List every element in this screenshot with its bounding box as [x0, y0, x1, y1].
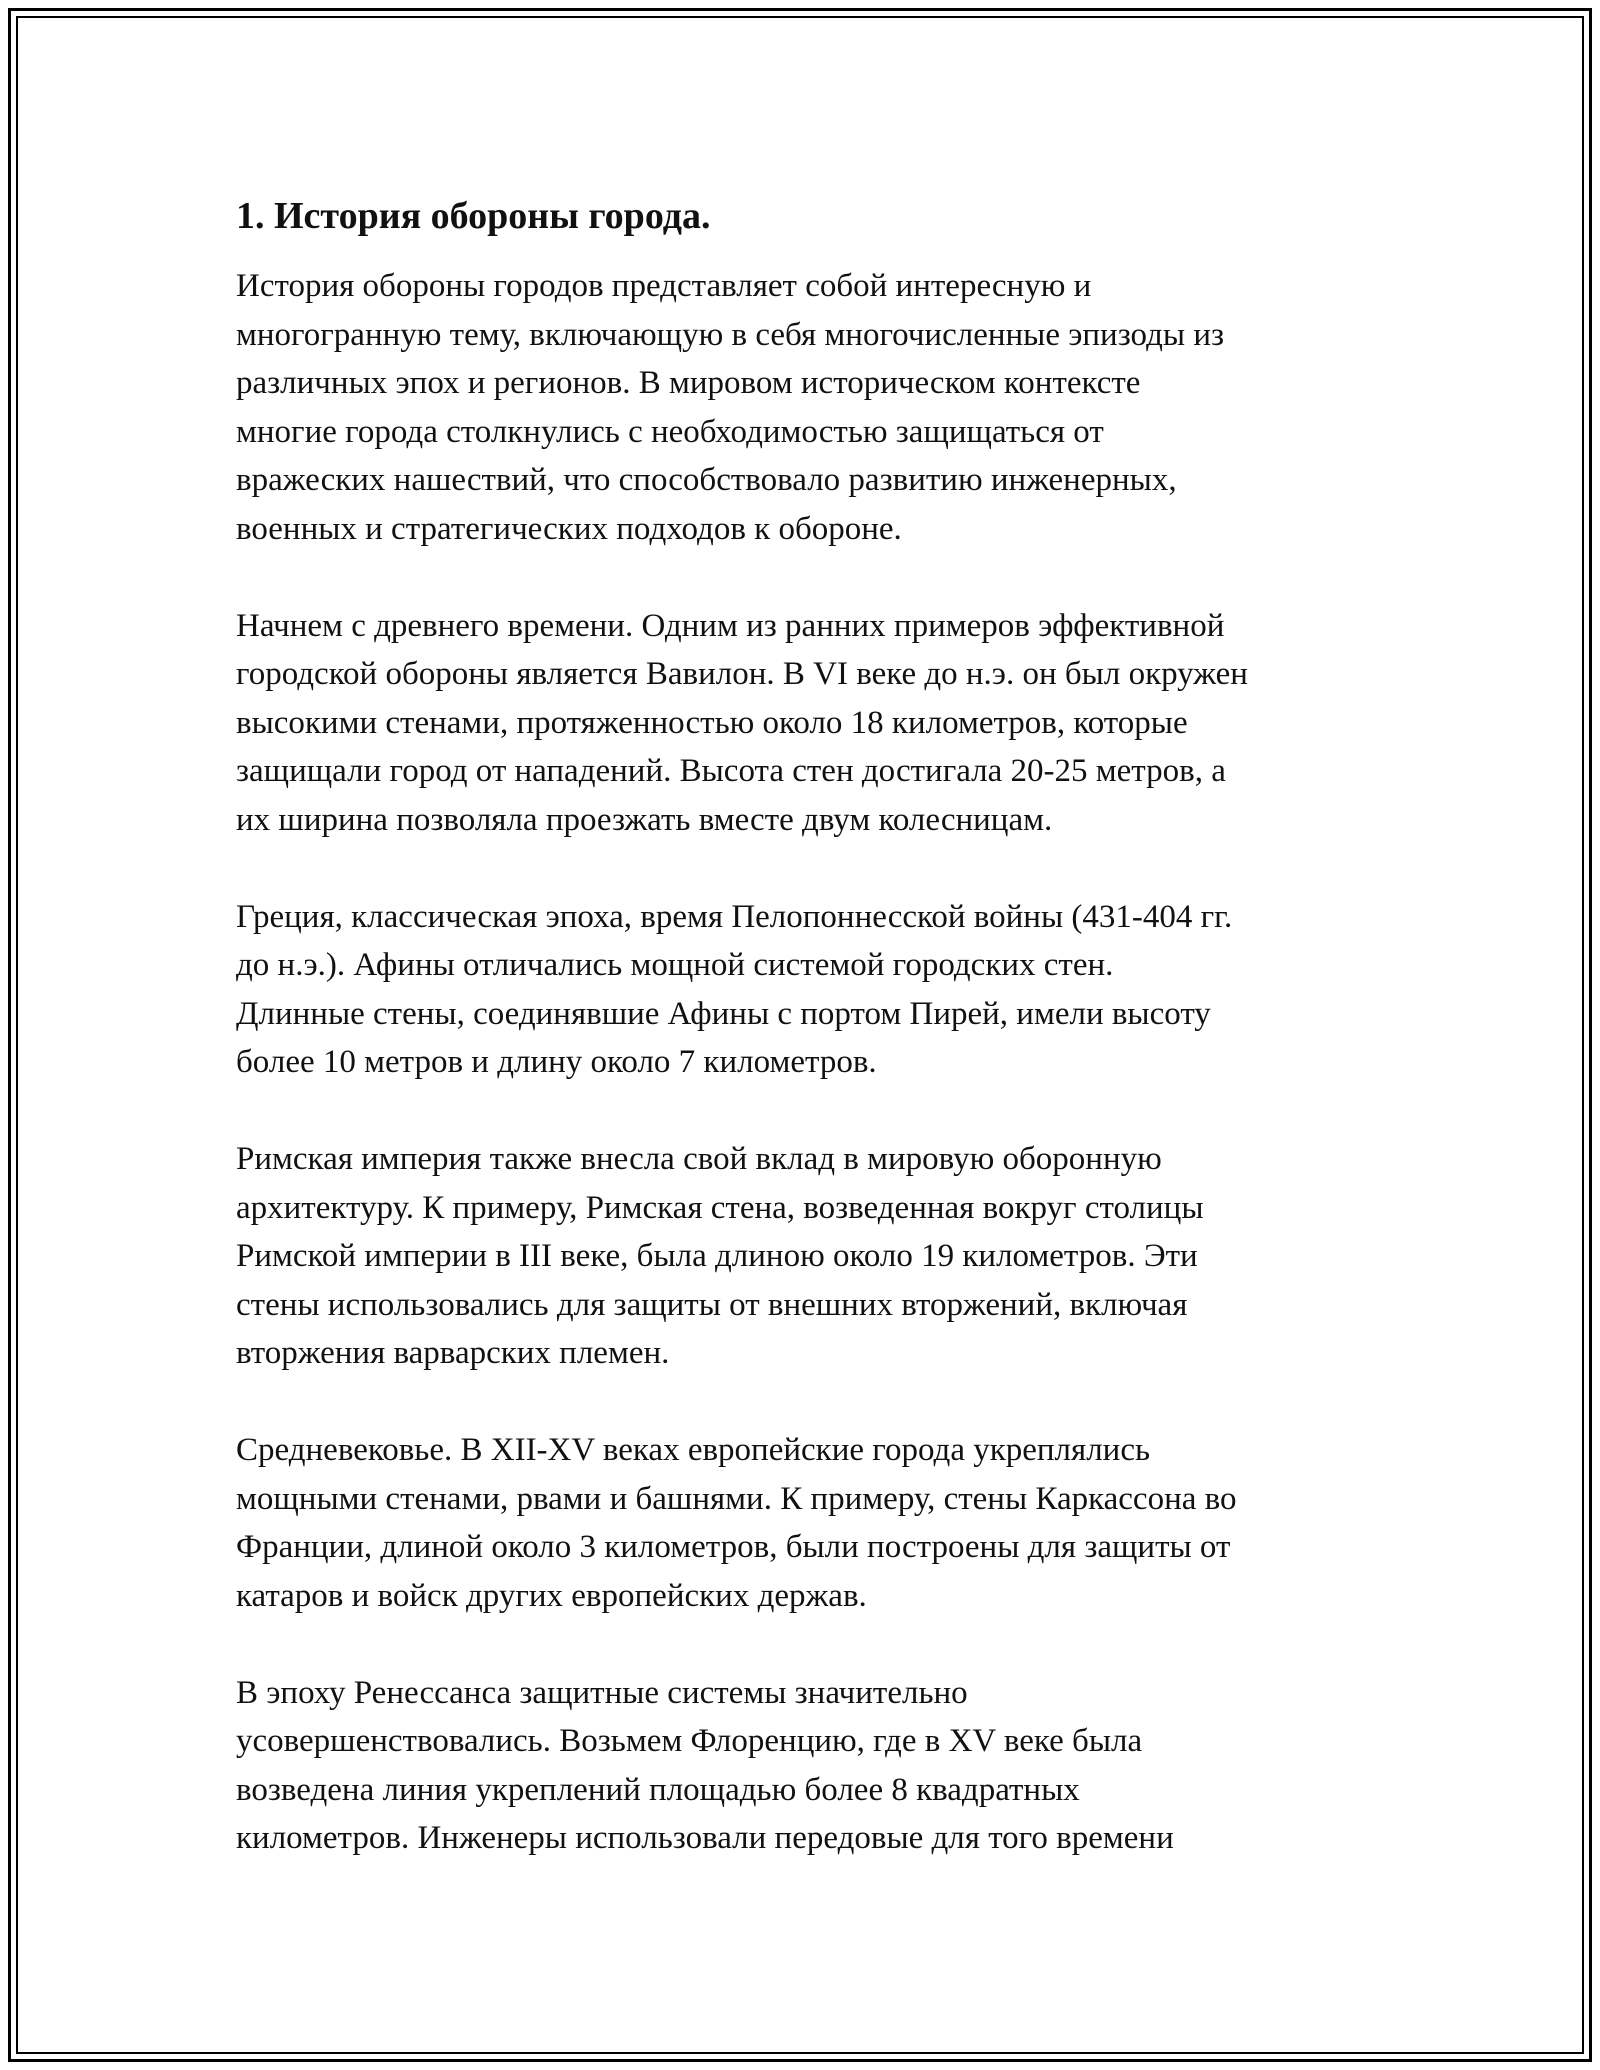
paragraph-greece — [236, 893, 1386, 1087]
text-line: усовершенствовались. Возьмем Флоренцию, где в XV веке была — [236, 1723, 1143, 1759]
text-line: километров. Инженеры использовали передовые для того времени — [236, 1820, 1174, 1856]
text-line: защищали город от нападений. Высота стен достигала 20-25 метров, а — [236, 753, 1226, 789]
text-line: Франции, длиной около 3 километров, были построены для защиты от — [236, 1529, 1231, 1565]
text-line: В эпоху Ренессанса защитные системы значительно — [236, 1674, 968, 1711]
text-line: архитектуру. К примеру, Римская стена, возведенная вокруг столицы — [236, 1189, 1204, 1226]
text-line: История обороны городов представляет собой интересную и — [236, 268, 1092, 304]
text-line: катаров и войск других европейских держав. — [236, 1577, 867, 1614]
text-line: их ширина позволяла проезжать вместе двум колесницам. — [236, 801, 1053, 838]
text-line: различных эпох и регионов. В мировом историческом контексте — [236, 365, 1141, 401]
text-line: Римской империи в III веке, была длиною около 19 километров. Эти — [236, 1238, 1198, 1274]
text-line: многие города столкнулись с необходимостью защищаться от — [236, 413, 1104, 450]
text-line: Римская империя также внесла свой вклад в мировую оборонную — [236, 1141, 1162, 1177]
paragraph-middle-ages — [236, 1426, 1386, 1620]
text-line: Греция, классическая эпоха, время Пелопоннесской войны (431-404 гг. — [236, 898, 1233, 935]
text-line: высокими стенами, протяженностью около 18 километров, которые — [236, 704, 1188, 741]
text-line: возведена линия укреплений площадью более 8 квадратных — [236, 1771, 1080, 1808]
text-line: городской обороны является Вавилон. В VI веке до н.э. он был окружен — [236, 656, 1248, 692]
paragraph-renaissance — [236, 1669, 1386, 1863]
text-line: многогранную тему, включающую в себя многочисленные эпизоды из — [236, 316, 1225, 353]
text-line: более 10 метров и длину около 7 километров. — [236, 1044, 877, 1080]
text-line: вторжения варварских племен. — [236, 1335, 670, 1371]
text-line: мощными стенами, рвами и башнями. К примеру, стены Каркассона во — [236, 1480, 1237, 1517]
paragraph-intro — [236, 262, 1386, 553]
document-body — [236, 192, 1386, 1911]
text-line: Средневековье. В XII-XV веках европейские города укреплялись — [236, 1432, 1151, 1468]
text-line: Длинные стены, соединявшие Афины с портом Пирей, имели высоту — [236, 995, 1211, 1032]
section-heading: 1. История обороны города. — [236, 195, 711, 237]
text-line: Начнем с древнего времени. Одним из ранних примеров эффективной — [236, 607, 1225, 644]
text-line: военных и стратегических подходов к обороне. — [236, 510, 902, 547]
text-line: стены использовались для защиты от внешних вторжений, включая — [236, 1286, 1188, 1323]
text-line: вражеских нашествий, что способствовало развитию инженерных, — [236, 462, 1177, 498]
paragraph-rome — [236, 1135, 1386, 1378]
text-line: до н.э.). Афины отличались мощной системой городских стен. — [236, 947, 1114, 983]
paragraph-babylon — [236, 602, 1386, 845]
